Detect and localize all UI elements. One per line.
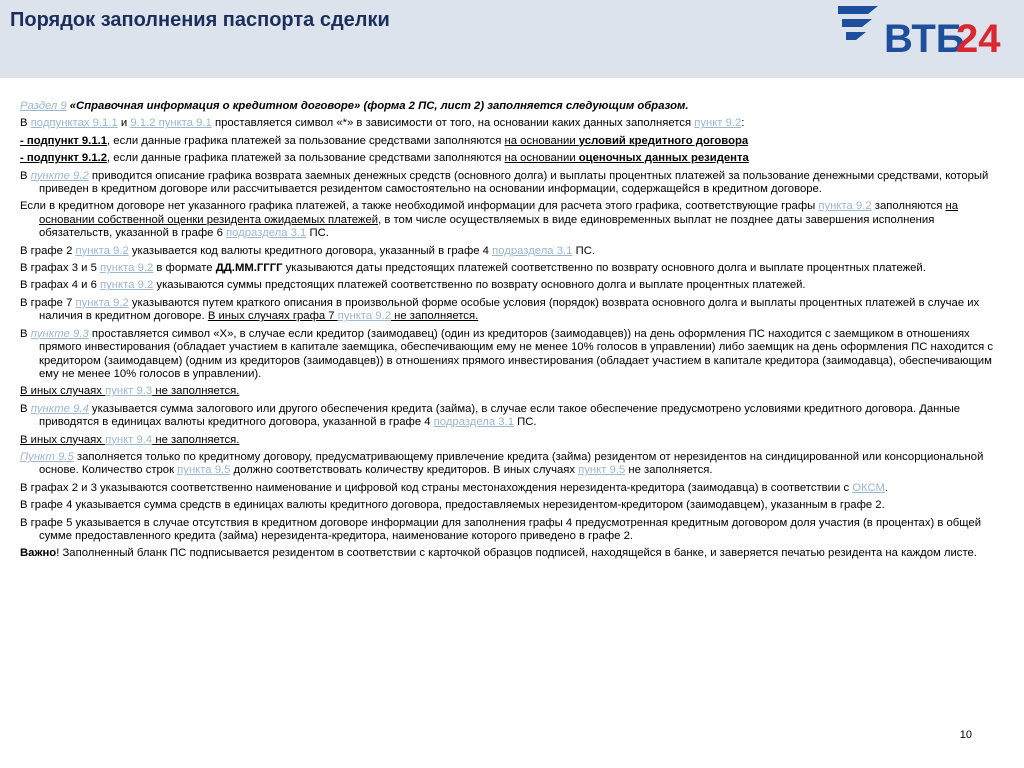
paragraph-no-schedule — [20, 200, 996, 240]
subpoint-911-label: - подпункт 9.1.1 — [20, 134, 108, 147]
text: , в том числе осуществляемых в виде единовременных выплат не позднее даты завершения исполнения обязательств, указанной в графе 6 — [39, 213, 935, 240]
paragraph-94-otherwise — [20, 434, 996, 447]
text: приводится описание графика возврата заемных денежных средств (основного долга) и выплаты процентных платежей за пользование денежными средствами, который приведен в кредитном договоре или рассчитывается резидентом самостоятельно на основании информации, содержащейся в кредитном договоре. — [39, 169, 989, 196]
vtb-flag-icon — [838, 6, 878, 40]
paragraph-93-otherwise — [20, 385, 996, 398]
vtb24-logo — [832, 2, 1024, 60]
text: В графах 4 и 6 — [20, 279, 101, 292]
point-92-link[interactable]: пункта 9.2 — [100, 279, 154, 292]
text: на основании — [504, 152, 579, 165]
point-94-link[interactable]: пункт 9.4 — [105, 433, 153, 446]
text: : — [741, 117, 745, 130]
text: , если данные графика платежей за пользование средствами заполняются — [107, 134, 505, 147]
page-number: 10 — [959, 729, 972, 741]
paragraph-columns-3-5 — [20, 262, 996, 275]
text: проставляется символ «Х», в случае если кредитор (заимодавец) (один из кредиторов (заимодавцев)) на день оформления ПС находится с заемщиком в отношениях прямого инвестирования (обладает участием в капитале заемщика, обеспечивающим ему не менее 10% голосов в управлении) либо заемщик на день оформления ПС находится с кредитором (заимодавцем) (одним из кредиторов (заимодавцев)) в отношениях прямого инвестирования (обладает участием в капитале кредитора (заимодавца), обеспечивающим ему не менее 10% голосов в управлении). — [39, 327, 994, 380]
paragraph-column-5 — [20, 517, 996, 544]
text: заполняются — [871, 200, 946, 213]
text: указываются суммы предстоящих платежей соответственно по возврату основного долга и выплате процентных платежей. — [153, 279, 806, 292]
document-body — [20, 100, 996, 565]
subsection-31-link[interactable]: подраздела 3.1 — [492, 244, 573, 257]
text: В графе 7 — [20, 296, 76, 309]
text: ПС. — [572, 244, 595, 257]
text: указываются путем краткого описания в произвольной форме особые условия (порядок) возврата основного долга и выплаты процентных платежей в случае их наличия в кредитном договоре. — [39, 296, 980, 323]
point-92-link[interactable]: пункта 9.2 — [818, 200, 872, 213]
svg-text:ВТБ: ВТБ — [884, 17, 965, 60]
point-92-link[interactable]: пункта 9.2 — [100, 262, 154, 275]
important-label: Важно — [20, 547, 57, 560]
paragraph-94 — [20, 403, 996, 430]
paragraph-93 — [20, 328, 996, 382]
subsection-31-link[interactable]: подраздела 3.1 — [226, 227, 307, 240]
header-bar — [0, 0, 1024, 78]
text: В — [20, 402, 31, 415]
paragraph-column-7 — [20, 297, 996, 324]
text: В иных случаях — [20, 433, 106, 446]
point-912-link[interactable]: 9.1.2 пункта 9.1 — [130, 117, 212, 130]
point-94-link[interactable]: пункте 9.4 — [30, 402, 89, 415]
text: В графах 2 и 3 указываются соответственно наименование и цифровой код страны местонахождения нерезидента-кредитора (заимодавца) в соответствии с — [20, 481, 853, 494]
text: не заполняется. — [152, 433, 240, 446]
text: указываются даты предстоящих платежей соответственно по возврату основного долга и выплате процентных платежей. — [282, 262, 926, 275]
text: В графе 4 указывается сумма средств в единицах валюты кредитного договора, предоставляемых нерезидентом-кредитором (заимодавцем), указанным в графе 2. — [20, 499, 885, 512]
subpoints-link[interactable]: подпунктах 9.1.1 — [30, 117, 118, 130]
text: В — [20, 117, 31, 130]
paragraph-912 — [20, 152, 996, 165]
paragraph-columns-2-3 — [20, 482, 996, 495]
text: не заполняется. — [152, 385, 240, 398]
paragraph-columns-4-6 — [20, 279, 996, 292]
point-95-link[interactable]: Пункт 9.5 — [20, 450, 74, 463]
text: В графе 5 указывается в случае отсутствия в кредитном договоре информации для заполнения графы 4 предусмотренная кредитным договором доля участия (в процентах) в общей сумме предоставленного кредита (займа) нерезидента-кредитора, наименование которого приведено в графе 2. — [20, 516, 982, 542]
subpoint-912-label: - подпункт 9.1.2 — [20, 152, 108, 165]
svg-text:24: 24 — [956, 17, 1001, 60]
text: ПС. — [514, 416, 537, 429]
point-92-link[interactable]: пункт 9.2 — [694, 117, 742, 130]
paragraph-important — [20, 547, 996, 560]
text: Если в кредитном договоре нет указанного графика платежей, а также необходимой информации для расчета этого графика, соответствующие графы — [20, 200, 819, 213]
page-title: Порядок заполнения паспорта сделки — [10, 9, 390, 31]
point-93-link[interactable]: пункте 9.3 — [30, 327, 89, 340]
text: В иных случаях — [20, 385, 106, 398]
text: на основании — [504, 134, 579, 147]
text: заполняется только по кредитному договору, предусматривающему привлечение кредита (займа) резидентом от нерезидентов на синдицированной или консорциональной основе. Количество строк — [39, 450, 984, 477]
text: в формате — [153, 262, 216, 275]
point-92-link[interactable]: пункте 9.2 — [30, 169, 89, 182]
text: не заполняется. — [625, 464, 713, 477]
text: В — [20, 327, 31, 340]
section-heading-text: «Справочная информация о кредитном договоре» (форма 2 ПС, лист 2) заполняется следующим образом. — [66, 100, 689, 112]
text: должно соответствовать количеству кредиторов. В иных случаях — [230, 464, 579, 477]
point-92-link[interactable]: пункта 9.2 — [75, 296, 129, 309]
paragraph-92 — [20, 170, 996, 197]
text: , если данные графика платежей за пользование средствами заполняются — [107, 152, 505, 165]
paragraph-column-4 — [20, 499, 996, 512]
subsection-31-link[interactable]: подраздела 3.1 — [433, 416, 515, 429]
text: ПС. — [306, 227, 329, 240]
text: В — [20, 169, 31, 182]
point-93-link[interactable]: пункт 9.3 — [105, 385, 153, 398]
point-95-link[interactable]: пункт 9.5 — [578, 464, 626, 477]
paragraph-911 — [20, 135, 996, 148]
text: указывается код валюты кредитного договора, указанный в графе 4 — [128, 244, 493, 257]
paragraph-95 — [20, 451, 996, 478]
paragraph-column-2 — [20, 245, 996, 258]
text: не заполняется. — [390, 310, 479, 323]
text: и — [117, 117, 131, 130]
text: на основании собственной оценки резидента ожидаемых платежей — [39, 200, 959, 226]
date-format: ДД.ММ.ГГГГ — [215, 262, 283, 275]
oksm-link[interactable]: ОКСМ — [852, 481, 885, 494]
text: В иных случаях графа 7 — [207, 310, 338, 323]
point-95-link[interactable]: пункта 9.5 — [177, 464, 231, 477]
text: проставляется символ «*» в зависимости от того, на основании каких данных заполняется — [211, 117, 695, 130]
paragraph-subpoints — [20, 117, 996, 130]
text: В графах 3 и 5 — [20, 262, 101, 275]
point-92-link[interactable]: пункта 9.2 — [75, 244, 129, 257]
text: условий кредитного договора — [578, 134, 749, 147]
text: В графе 2 — [20, 244, 76, 257]
text: оценочных данных резидента — [578, 152, 749, 165]
text: ! Заполненный бланк ПС подписывается резидентом в соответствии с карточкой образцов подписей, находящейся в банке, и заверяется печатью резидента на каждом листе. — [56, 547, 977, 560]
text: указывается сумма залогового или другого обеспечения кредита (займа), в случае если такое обеспечение предусмотрено условиями кредитного договора. Данные приводятся в единицах валюты кредитного договора, указанной в графе 4 — [39, 402, 961, 429]
point-92-link[interactable]: пункта 9.2 — [337, 310, 391, 323]
section-9-link[interactable]: Раздел 9 — [20, 100, 67, 112]
text: . — [884, 481, 889, 494]
section-heading — [20, 100, 996, 113]
